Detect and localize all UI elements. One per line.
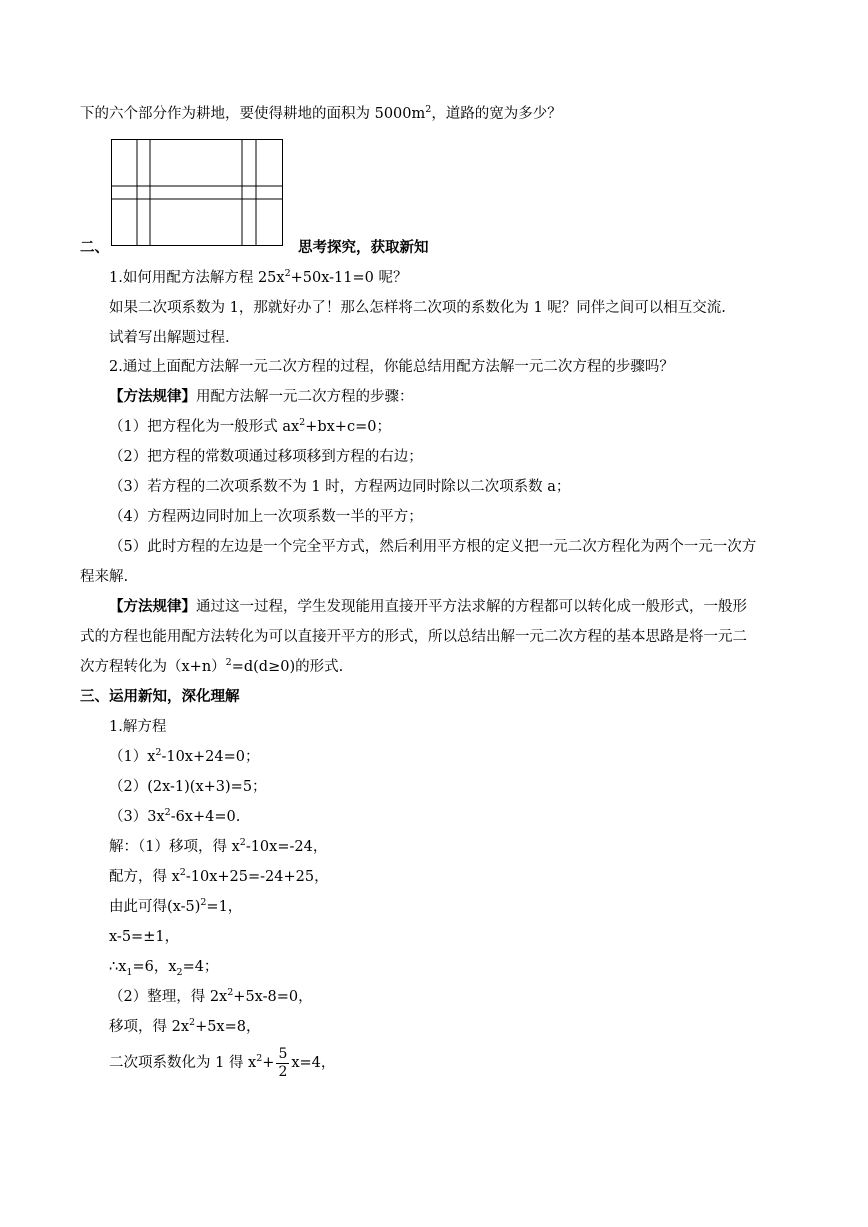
intro-line: 下的六个部分作为耕地，要使得耕地的面积为 $5000m^2$，道路的宽为多少？ (80, 104, 562, 122)
step-4: （4）方程两边同时加上一次项系数一半的平方； (109, 509, 423, 525)
method-rule-1: 【方法规律】用配方法解一元二次方程的步骤： (109, 388, 414, 405)
exercise-3: $(3)3x^2-6x+4=0$. (109, 807, 241, 825)
fraction-five-halves: $\frac{5}{2}$ (278, 1045, 288, 1080)
method-rule-2-line-3: 次方程转化为$(x+n)^2=d(d\ge 0)$的形式. (80, 657, 344, 675)
solution-line-1: 解：（1）移项，得 $x^2-10x=-24$， (109, 837, 328, 855)
field-road-figure (111, 139, 284, 247)
question-1-try: 试着写出解题过程. (109, 330, 230, 346)
step-1: （1）把方程化为一般形式 $ax^2+bx+c=0$； (109, 417, 391, 435)
question-1-hint: 如果二次项系数为 1，那就好办了！那么怎样将二次项的系数化为 1 呢？同伴之间可以相互交流. (109, 300, 726, 316)
question-2: 2.通过上面配方法解一元二次方程的过程，你能总结用配方法解一元二次方程的步骤吗？ (109, 359, 674, 375)
step-3: （3）若方程的二次项系数不为 1 时，方程两边同时除以二次项系数 a； (109, 479, 571, 495)
section-2-title: 思考探究，获取新知 (298, 239, 429, 256)
solution-line-4: x-5=±1， (109, 929, 180, 945)
exercise-1: $(1)x^2-10x+24=0$； (109, 747, 260, 765)
section-3-title: 三、运用新知，深化理解 (80, 688, 240, 705)
step-2: （2）把方程的常数项通过移项移到方程的右边； (109, 449, 423, 465)
exercise-title: 1.解方程 (109, 719, 167, 735)
method-rule-2-line-2: 式的方程也能用配方法转化为可以直接开平方的形式，所以总结出解一元二次方程的基本思路是将一元二 (80, 629, 747, 645)
question-1: 1.如何用配方法解方程 $25x^2+50x-11=0$ 呢？ (109, 268, 408, 286)
step-5-line-1: （5）此时方程的左边是一个完全平方式，然后利用平方根的定义把一元二次方程化为两个一元一次方 (109, 539, 757, 555)
solution-line-6: （2）整理，得 $2x^2+5x-8=0$， (109, 987, 313, 1005)
solution-line-2: 配方，得 $x^2-10x+25=-24+25$， (109, 867, 329, 885)
method-rule-2-line-1: 【方法规律】通过这一过程，学生发现能用直接开平方法求解的方程都可以转化成一般形式，一般形 (109, 598, 747, 615)
exercise-2: （2）(2x-1)(x+3)=5； (109, 779, 267, 795)
step-5-line-2: 程来解. (80, 569, 129, 585)
section-2-number: 二、 (80, 239, 109, 256)
solution-line-7: 移项，得 $2x^2+5x=8$， (109, 1017, 261, 1035)
solution-line-3: 由此可得$(x-5)^2=1$， (109, 897, 243, 915)
solution-line-8: 二次项系数化为 1 得 $x^2+$ $\frac{5}{2}$ x=4， (109, 1045, 336, 1080)
solution-line-5: $\therefore x_1=6$，$x_2=4$； (109, 959, 219, 978)
